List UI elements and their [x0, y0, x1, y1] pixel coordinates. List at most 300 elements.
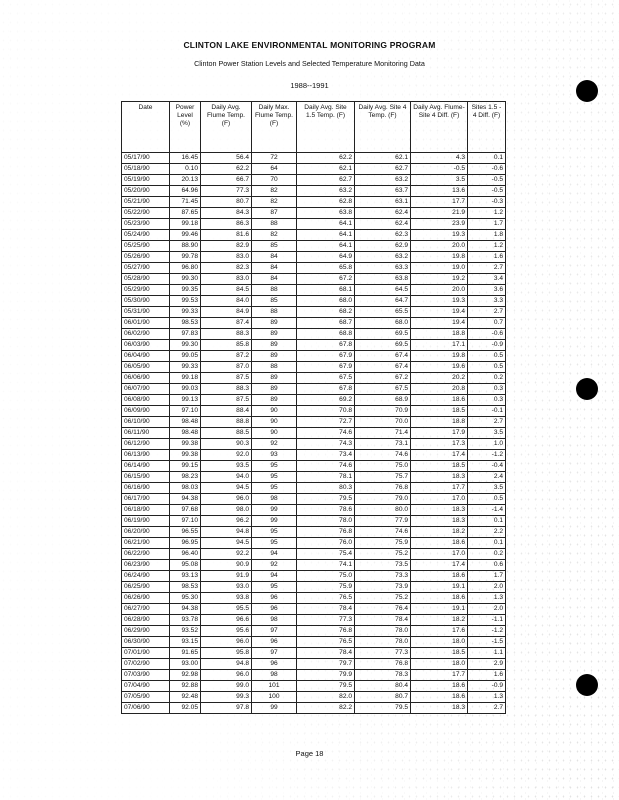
- cell-date: 06/13/90: [122, 450, 170, 461]
- cell-date: 06/20/90: [122, 527, 170, 538]
- cell-site15-avg-temp: 63.2: [297, 186, 355, 197]
- table-row: [122, 637, 506, 648]
- cell-flume-site4-diff: 19.4: [411, 307, 468, 318]
- cell-flume-site4-diff: 17.0: [411, 494, 468, 505]
- cell-power-level: 92.48: [170, 692, 201, 703]
- cell-flume-avg-temp: 87.5: [201, 395, 252, 406]
- cell-site15-avg-temp: 76.0: [297, 538, 355, 549]
- cell-flume-max-temp: 96: [252, 659, 297, 670]
- cell-sites-diff: -1.2: [468, 626, 506, 637]
- table-row: [122, 329, 506, 340]
- cell-site15-avg-temp: 68.0: [297, 296, 355, 307]
- cell-flume-site4-diff: 20.2: [411, 373, 468, 384]
- cell-flume-max-temp: 93: [252, 450, 297, 461]
- cell-date: 06/28/90: [122, 615, 170, 626]
- cell-flume-site4-diff: 21.9: [411, 208, 468, 219]
- cell-flume-site4-diff: 17.7: [411, 197, 468, 208]
- cell-flume-max-temp: 98: [252, 670, 297, 681]
- cell-sites-diff: -1.1: [468, 615, 506, 626]
- cell-flume-site4-diff: 13.6: [411, 186, 468, 197]
- cell-flume-avg-temp: 92.2: [201, 549, 252, 560]
- cell-flume-site4-diff: 18.0: [411, 637, 468, 648]
- cell-flume-avg-temp: 87.4: [201, 318, 252, 329]
- cell-flume-max-temp: 99: [252, 516, 297, 527]
- table-row: [122, 703, 506, 714]
- cell-site4-avg-temp: 79.5: [355, 703, 411, 714]
- cell-flume-max-temp: 89: [252, 329, 297, 340]
- cell-power-level: 92.88: [170, 681, 201, 692]
- cell-sites-diff: -0.6: [468, 164, 506, 175]
- cell-flume-site4-diff: 19.1: [411, 604, 468, 615]
- header-flume-site4-diff: Daily Avg. Flume-Site 4 Diff. (F): [411, 102, 468, 153]
- cell-date: 06/04/90: [122, 351, 170, 362]
- cell-date: 05/30/90: [122, 296, 170, 307]
- cell-site15-avg-temp: 72.7: [297, 417, 355, 428]
- cell-flume-max-temp: 94: [252, 549, 297, 560]
- cell-flume-max-temp: 101: [252, 681, 297, 692]
- cell-flume-site4-diff: 20.0: [411, 285, 468, 296]
- cell-sites-diff: 1.0: [468, 439, 506, 450]
- table-row: [122, 450, 506, 461]
- cell-flume-avg-temp: 93.5: [201, 461, 252, 472]
- table-row: [122, 615, 506, 626]
- cell-flume-max-temp: 84: [252, 263, 297, 274]
- cell-site15-avg-temp: 67.8: [297, 384, 355, 395]
- table-row: [122, 659, 506, 670]
- cell-date: 05/31/90: [122, 307, 170, 318]
- table-row: [122, 340, 506, 351]
- cell-sites-diff: 1.3: [468, 593, 506, 604]
- cell-date: 06/02/90: [122, 329, 170, 340]
- cell-flume-avg-temp: 87.0: [201, 362, 252, 373]
- cell-sites-diff: 0.2: [468, 549, 506, 560]
- cell-date: 06/30/90: [122, 637, 170, 648]
- cell-date: 07/06/90: [122, 703, 170, 714]
- cell-site15-avg-temp: 78.1: [297, 472, 355, 483]
- cell-date: 05/20/90: [122, 186, 170, 197]
- cell-date: 06/27/90: [122, 604, 170, 615]
- cell-power-level: 99.78: [170, 252, 201, 263]
- cell-site4-avg-temp: 78.4: [355, 615, 411, 626]
- cell-site15-avg-temp: 62.1: [297, 164, 355, 175]
- cell-date: 06/26/90: [122, 593, 170, 604]
- cell-power-level: 99.05: [170, 351, 201, 362]
- cell-site4-avg-temp: 74.6: [355, 527, 411, 538]
- cell-site15-avg-temp: 64.9: [297, 252, 355, 263]
- cell-site15-avg-temp: 64.1: [297, 219, 355, 230]
- cell-flume-site4-diff: 18.6: [411, 593, 468, 604]
- header-date: Date: [122, 102, 170, 153]
- document-title: CLINTON LAKE ENVIRONMENTAL MONITORING PROGRAM: [183, 40, 436, 50]
- cell-date: 07/04/90: [122, 681, 170, 692]
- cell-power-level: 98.48: [170, 428, 201, 439]
- cell-flume-avg-temp: 94.0: [201, 472, 252, 483]
- cell-flume-max-temp: 87: [252, 208, 297, 219]
- cell-site15-avg-temp: 76.5: [297, 637, 355, 648]
- header-site15-avg-temp: Daily Avg. Site 1.5 Temp. (F): [297, 102, 355, 153]
- cell-power-level: 99.13: [170, 395, 201, 406]
- cell-flume-max-temp: 72: [252, 153, 297, 164]
- cell-flume-max-temp: 94: [252, 571, 297, 582]
- cell-power-level: 96.55: [170, 527, 201, 538]
- cell-flume-max-temp: 96: [252, 593, 297, 604]
- cell-site15-avg-temp: 69.2: [297, 395, 355, 406]
- cell-flume-avg-temp: 88.4: [201, 406, 252, 417]
- cell-power-level: 20.13: [170, 175, 201, 186]
- cell-date: 05/18/90: [122, 164, 170, 175]
- cell-flume-avg-temp: 93.0: [201, 582, 252, 593]
- cell-flume-site4-diff: 17.1: [411, 340, 468, 351]
- cell-site4-avg-temp: 63.8: [355, 274, 411, 285]
- table-row: [122, 285, 506, 296]
- cell-power-level: 97.10: [170, 406, 201, 417]
- cell-flume-avg-temp: 96.0: [201, 670, 252, 681]
- cell-flume-avg-temp: 94.8: [201, 527, 252, 538]
- cell-flume-avg-temp: 56.4: [201, 153, 252, 164]
- table-row: [122, 175, 506, 186]
- cell-flume-avg-temp: 88.5: [201, 428, 252, 439]
- cell-power-level: 99.46: [170, 230, 201, 241]
- cell-site15-avg-temp: 67.2: [297, 274, 355, 285]
- cell-flume-max-temp: 64: [252, 164, 297, 175]
- cell-site4-avg-temp: 75.9: [355, 538, 411, 549]
- cell-flume-site4-diff: 17.7: [411, 670, 468, 681]
- monitoring-data-table: [121, 101, 506, 714]
- cell-power-level: 16.45: [170, 153, 201, 164]
- cell-power-level: 97.83: [170, 329, 201, 340]
- cell-site15-avg-temp: 76.8: [297, 626, 355, 637]
- cell-power-level: 94.38: [170, 604, 201, 615]
- cell-site15-avg-temp: 77.3: [297, 615, 355, 626]
- table-row: [122, 373, 506, 384]
- cell-flume-max-temp: 99: [252, 505, 297, 516]
- cell-flume-site4-diff: 18.0: [411, 659, 468, 670]
- cell-site4-avg-temp: 67.5: [355, 384, 411, 395]
- binder-hole-middle: [576, 378, 598, 400]
- cell-flume-site4-diff: 19.3: [411, 230, 468, 241]
- cell-flume-max-temp: 92: [252, 439, 297, 450]
- cell-power-level: 99.38: [170, 450, 201, 461]
- cell-flume-site4-diff: 4.3: [411, 153, 468, 164]
- cell-flume-avg-temp: 84.9: [201, 307, 252, 318]
- table-row: [122, 219, 506, 230]
- cell-flume-avg-temp: 94.5: [201, 483, 252, 494]
- cell-date: 06/14/90: [122, 461, 170, 472]
- cell-date: 06/08/90: [122, 395, 170, 406]
- cell-sites-diff: 0.5: [468, 351, 506, 362]
- cell-site15-avg-temp: 68.1: [297, 285, 355, 296]
- cell-sites-diff: 2.7: [468, 703, 506, 714]
- cell-date: 06/09/90: [122, 406, 170, 417]
- cell-site15-avg-temp: 78.4: [297, 604, 355, 615]
- cell-site15-avg-temp: 62.2: [297, 153, 355, 164]
- cell-flume-site4-diff: 18.5: [411, 406, 468, 417]
- cell-sites-diff: 1.8: [468, 230, 506, 241]
- cell-sites-diff: 0.1: [468, 538, 506, 549]
- cell-site15-avg-temp: 79.5: [297, 681, 355, 692]
- cell-sites-diff: -1.4: [468, 505, 506, 516]
- cell-flume-avg-temp: 94.5: [201, 538, 252, 549]
- cell-sites-diff: 1.3: [468, 692, 506, 703]
- cell-power-level: 95.30: [170, 593, 201, 604]
- cell-site15-avg-temp: 62.7: [297, 175, 355, 186]
- cell-flume-site4-diff: 18.6: [411, 571, 468, 582]
- cell-sites-diff: 0.5: [468, 494, 506, 505]
- header-sites-diff: Sites 1.5 - 4 Diff. (F): [468, 102, 506, 153]
- cell-sites-diff: -0.6: [468, 329, 506, 340]
- cell-sites-diff: 2.4: [468, 472, 506, 483]
- cell-date: 05/25/90: [122, 241, 170, 252]
- cell-flume-avg-temp: 83.0: [201, 274, 252, 285]
- cell-power-level: 99.35: [170, 285, 201, 296]
- cell-power-level: 94.38: [170, 494, 201, 505]
- cell-flume-max-temp: 90: [252, 428, 297, 439]
- document-subtitle: Clinton Power Station Levels and Selected Temperature Monitoring Data: [194, 59, 425, 68]
- cell-sites-diff: 1.1: [468, 648, 506, 659]
- document-year-range: 1988--1991: [290, 81, 329, 90]
- cell-site4-avg-temp: 73.1: [355, 439, 411, 450]
- cell-date: 07/01/90: [122, 648, 170, 659]
- cell-date: 06/17/90: [122, 494, 170, 505]
- table-row: [122, 549, 506, 560]
- cell-sites-diff: 1.2: [468, 241, 506, 252]
- cell-date: 06/12/90: [122, 439, 170, 450]
- table-row: [122, 648, 506, 659]
- cell-flume-avg-temp: 82.9: [201, 241, 252, 252]
- cell-site15-avg-temp: 79.7: [297, 659, 355, 670]
- cell-flume-max-temp: 97: [252, 648, 297, 659]
- cell-site4-avg-temp: 78.0: [355, 626, 411, 637]
- cell-flume-site4-diff: -0.5: [411, 164, 468, 175]
- cell-flume-max-temp: 88: [252, 219, 297, 230]
- cell-flume-max-temp: 100: [252, 692, 297, 703]
- cell-flume-site4-diff: 20.0: [411, 241, 468, 252]
- cell-sites-diff: 2.7: [468, 263, 506, 274]
- cell-power-level: 91.65: [170, 648, 201, 659]
- table-row: [122, 626, 506, 637]
- cell-flume-site4-diff: 18.5: [411, 648, 468, 659]
- table-row: [122, 164, 506, 175]
- cell-sites-diff: 0.7: [468, 318, 506, 329]
- cell-sites-diff: 1.6: [468, 252, 506, 263]
- cell-flume-max-temp: 89: [252, 340, 297, 351]
- table-row: [122, 274, 506, 285]
- cell-date: 07/05/90: [122, 692, 170, 703]
- cell-site15-avg-temp: 62.8: [297, 197, 355, 208]
- cell-power-level: 96.40: [170, 549, 201, 560]
- cell-site15-avg-temp: 75.0: [297, 571, 355, 582]
- cell-flume-avg-temp: 96.2: [201, 516, 252, 527]
- cell-flume-max-temp: 92: [252, 560, 297, 571]
- cell-flume-site4-diff: 18.6: [411, 692, 468, 703]
- cell-site4-avg-temp: 71.4: [355, 428, 411, 439]
- cell-site4-avg-temp: 62.4: [355, 219, 411, 230]
- cell-flume-max-temp: 88: [252, 285, 297, 296]
- cell-flume-site4-diff: 19.3: [411, 296, 468, 307]
- cell-site15-avg-temp: 67.8: [297, 340, 355, 351]
- cell-site15-avg-temp: 78.4: [297, 648, 355, 659]
- cell-site4-avg-temp: 68.0: [355, 318, 411, 329]
- cell-flume-site4-diff: 19.2: [411, 274, 468, 285]
- cell-date: 05/26/90: [122, 252, 170, 263]
- table-row: [122, 153, 506, 164]
- header-power-level: Power Level (%): [170, 102, 201, 153]
- cell-sites-diff: -0.9: [468, 681, 506, 692]
- cell-flume-site4-diff: 18.3: [411, 516, 468, 527]
- header-flume-avg-temp: Daily Avg. Flume Temp. (F): [201, 102, 252, 153]
- cell-flume-avg-temp: 99.3: [201, 692, 252, 703]
- cell-power-level: 92.98: [170, 670, 201, 681]
- cell-date: 06/19/90: [122, 516, 170, 527]
- cell-flume-site4-diff: 3.5: [411, 175, 468, 186]
- cell-site15-avg-temp: 82.2: [297, 703, 355, 714]
- table-row: [122, 428, 506, 439]
- cell-date: 05/22/90: [122, 208, 170, 219]
- cell-sites-diff: 0.1: [468, 516, 506, 527]
- cell-power-level: 98.53: [170, 582, 201, 593]
- cell-site4-avg-temp: 75.2: [355, 593, 411, 604]
- cell-flume-site4-diff: 17.9: [411, 428, 468, 439]
- table-row: [122, 263, 506, 274]
- cell-site15-avg-temp: 79.5: [297, 494, 355, 505]
- table-row: [122, 472, 506, 483]
- cell-sites-diff: -0.5: [468, 175, 506, 186]
- cell-power-level: 99.18: [170, 219, 201, 230]
- cell-date: 05/23/90: [122, 219, 170, 230]
- cell-site4-avg-temp: 63.2: [355, 252, 411, 263]
- cell-flume-avg-temp: 77.3: [201, 186, 252, 197]
- cell-flume-avg-temp: 66.7: [201, 175, 252, 186]
- table-row: [122, 582, 506, 593]
- cell-site15-avg-temp: 76.8: [297, 527, 355, 538]
- cell-date: 06/07/90: [122, 384, 170, 395]
- cell-flume-max-temp: 95: [252, 461, 297, 472]
- cell-sites-diff: -1.2: [468, 450, 506, 461]
- cell-site15-avg-temp: 64.1: [297, 241, 355, 252]
- cell-flume-max-temp: 88: [252, 307, 297, 318]
- cell-flume-max-temp: 99: [252, 703, 297, 714]
- cell-flume-avg-temp: 95.8: [201, 648, 252, 659]
- cell-flume-site4-diff: 18.3: [411, 472, 468, 483]
- cell-site15-avg-temp: 73.4: [297, 450, 355, 461]
- cell-date: 07/02/90: [122, 659, 170, 670]
- cell-date: 06/05/90: [122, 362, 170, 373]
- cell-site15-avg-temp: 68.8: [297, 329, 355, 340]
- cell-flume-avg-temp: 93.8: [201, 593, 252, 604]
- cell-flume-site4-diff: 23.9: [411, 219, 468, 230]
- cell-flume-avg-temp: 87.2: [201, 351, 252, 362]
- cell-sites-diff: 2.0: [468, 604, 506, 615]
- cell-flume-max-temp: 90: [252, 417, 297, 428]
- cell-power-level: 99.15: [170, 461, 201, 472]
- cell-site15-avg-temp: 75.9: [297, 582, 355, 593]
- table-row: [122, 252, 506, 263]
- cell-flume-avg-temp: 96.6: [201, 615, 252, 626]
- cell-flume-site4-diff: 18.5: [411, 461, 468, 472]
- cell-flume-avg-temp: 97.8: [201, 703, 252, 714]
- cell-site4-avg-temp: 65.5: [355, 307, 411, 318]
- table-row: [122, 560, 506, 571]
- cell-power-level: 99.38: [170, 439, 201, 450]
- cell-flume-avg-temp: 96.0: [201, 637, 252, 648]
- cell-power-level: 99.03: [170, 384, 201, 395]
- cell-flume-site4-diff: 19.1: [411, 582, 468, 593]
- cell-site4-avg-temp: 76.8: [355, 483, 411, 494]
- cell-date: 06/16/90: [122, 483, 170, 494]
- cell-sites-diff: 1.6: [468, 670, 506, 681]
- cell-date: 06/23/90: [122, 560, 170, 571]
- cell-flume-avg-temp: 85.8: [201, 340, 252, 351]
- cell-date: 05/19/90: [122, 175, 170, 186]
- cell-flume-avg-temp: 91.9: [201, 571, 252, 582]
- table-row: [122, 505, 506, 516]
- cell-flume-max-temp: 98: [252, 615, 297, 626]
- table-row: [122, 186, 506, 197]
- table-row: [122, 417, 506, 428]
- cell-date: 06/18/90: [122, 505, 170, 516]
- table-row: [122, 538, 506, 549]
- cell-flume-site4-diff: 17.4: [411, 560, 468, 571]
- cell-site4-avg-temp: 62.4: [355, 208, 411, 219]
- cell-site4-avg-temp: 69.5: [355, 340, 411, 351]
- table-row: [122, 384, 506, 395]
- cell-sites-diff: 2.2: [468, 527, 506, 538]
- cell-date: 05/28/90: [122, 274, 170, 285]
- table-row: [122, 516, 506, 527]
- cell-site4-avg-temp: 75.0: [355, 461, 411, 472]
- cell-sites-diff: 3.4: [468, 274, 506, 285]
- cell-flume-site4-diff: 18.8: [411, 329, 468, 340]
- binder-hole-bottom: [576, 674, 598, 696]
- cell-power-level: 96.80: [170, 263, 201, 274]
- cell-date: 06/25/90: [122, 582, 170, 593]
- cell-flume-max-temp: 96: [252, 637, 297, 648]
- cell-site4-avg-temp: 64.7: [355, 296, 411, 307]
- cell-sites-diff: 0.6: [468, 560, 506, 571]
- cell-site4-avg-temp: 63.2: [355, 175, 411, 186]
- cell-date: 06/10/90: [122, 417, 170, 428]
- cell-flume-site4-diff: 19.6: [411, 362, 468, 373]
- cell-flume-max-temp: 96: [252, 604, 297, 615]
- cell-site4-avg-temp: 67.4: [355, 351, 411, 362]
- cell-power-level: 97.10: [170, 516, 201, 527]
- cell-flume-max-temp: 90: [252, 406, 297, 417]
- cell-site15-avg-temp: 67.9: [297, 362, 355, 373]
- cell-sites-diff: -0.4: [468, 461, 506, 472]
- cell-date: 05/24/90: [122, 230, 170, 241]
- cell-flume-max-temp: 95: [252, 527, 297, 538]
- cell-site15-avg-temp: 78.0: [297, 516, 355, 527]
- cell-flume-max-temp: 98: [252, 494, 297, 505]
- cell-power-level: 99.33: [170, 362, 201, 373]
- cell-date: 05/17/90: [122, 153, 170, 164]
- cell-flume-avg-temp: 82.3: [201, 263, 252, 274]
- cell-sites-diff: 0.1: [468, 153, 506, 164]
- cell-flume-max-temp: 89: [252, 395, 297, 406]
- cell-flume-max-temp: 89: [252, 351, 297, 362]
- cell-power-level: 71.45: [170, 197, 201, 208]
- cell-site15-avg-temp: 80.3: [297, 483, 355, 494]
- cell-flume-avg-temp: 94.8: [201, 659, 252, 670]
- cell-site4-avg-temp: 77.3: [355, 648, 411, 659]
- cell-date: 06/15/90: [122, 472, 170, 483]
- table-row: [122, 494, 506, 505]
- cell-site4-avg-temp: 80.0: [355, 505, 411, 516]
- cell-flume-site4-diff: 19.8: [411, 252, 468, 263]
- cell-power-level: 92.05: [170, 703, 201, 714]
- cell-date: 06/22/90: [122, 549, 170, 560]
- cell-date: 06/03/90: [122, 340, 170, 351]
